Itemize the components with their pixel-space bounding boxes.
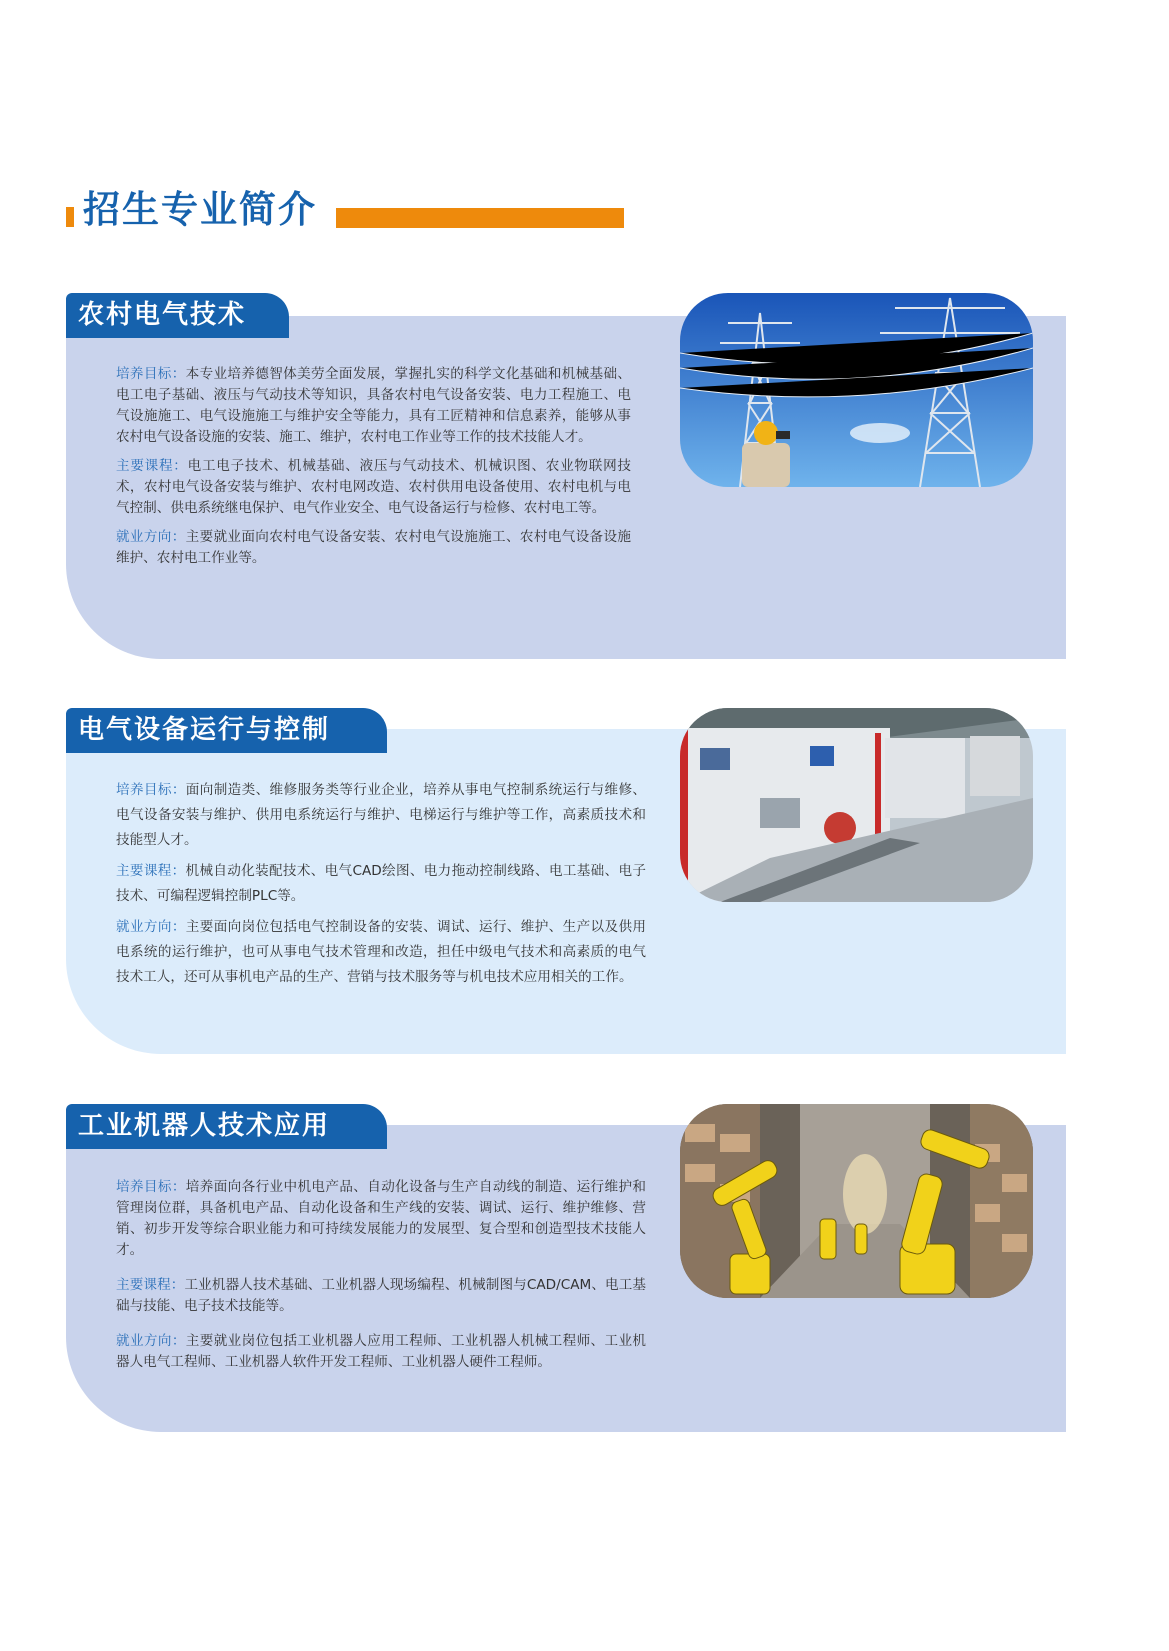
major-section-industrial-robot [66, 1104, 1066, 1432]
jobs-label: 就业方向： [116, 1333, 186, 1349]
courses-label: 主要课程： [116, 863, 186, 879]
major-section-rural-electrical [66, 293, 1066, 659]
goal-label: 培养目标： [116, 782, 186, 798]
header-accent-tick [66, 207, 74, 227]
goal-text: 面向制造类、维修服务类等行业企业，培养从事电气控制系统运行与维修、电气设备安装与维护、供用电系统运行与维护、电梯运行与维护等工作，高素质技术和技能型人才。 [116, 782, 647, 848]
header-accent-bar [336, 208, 624, 228]
jobs-paragraph [116, 1331, 646, 1373]
goal-text: 本专业培养德智体美劳全面发展，掌握扎实的科学文化基础和机械基础、电工电子基础、液压与气动技术等知识，具备农村电气设备安装、电力工程施工、电气设施施工、电气设施施工与维护安全等能力，具有工匠精神和信息素养，能够从事农村电气设备设施的安装、施工、维护，农村电工作业等工作的技术技能人才。 [116, 366, 631, 445]
jobs-label: 就业方向： [116, 919, 186, 935]
jobs-text: 主要就业面向农村电气设备安装、农村电气设施施工、农村电气设备设施维护、农村电工作业等。 [116, 529, 631, 566]
courses-paragraph [116, 1275, 646, 1317]
robot-arm-photo [680, 1104, 1033, 1298]
goal-label: 培养目标： [116, 1179, 186, 1195]
jobs-label: 就业方向： [116, 529, 186, 545]
training-lab-photo [680, 708, 1033, 902]
courses-label: 主要课程： [116, 458, 188, 474]
courses-paragraph [116, 859, 646, 909]
section-title-tab: 工业机器人技术应用 [66, 1104, 387, 1149]
goal-paragraph [116, 1177, 646, 1261]
section-content [116, 364, 631, 569]
major-section-electrical-equipment [66, 708, 1066, 1054]
goal-label: 培养目标： [116, 366, 186, 382]
jobs-paragraph [116, 527, 631, 569]
courses-text: 工业机器人技术基础、工业机器人现场编程、机械制图与CAD/CAM、电工基础与技能、电子技术技能等。 [116, 1277, 647, 1314]
courses-paragraph [116, 456, 631, 519]
jobs-text: 主要面向岗位包括电气控制设备的安装、调试、运行、维护、生产以及供用电系统的运行维护，也可从事电气技术管理和改造，担任中级电气技术和高素质的电气技术工人，还可从事机电产品的生产、营销与技术服务等与机电技术应用相关的工作。 [116, 919, 647, 985]
jobs-text: 主要就业岗位包括工业机器人应用工程师、工业机器人机械工程师、工业机器人电气工程师、工业机器人软件开发工程师、工业机器人硬件工程师。 [116, 1333, 647, 1370]
goal-text: 培养面向各行业中机电产品、自动化设备与生产自动线的制造、运行维护和管理岗位群，具备机电产品、自动化设备和生产线的安装、调试、运行、维护维修、营销、初步开发等综合职业能力和可持续发展能力的发展型、复合型和创造型技术技能人才。 [116, 1179, 647, 1258]
power-tower-photo [680, 293, 1033, 487]
section-title-tab: 电气设备运行与控制 [66, 708, 387, 753]
section-content [116, 778, 646, 990]
courses-text: 机械自动化装配技术、电气CAD绘图、电力拖动控制线路、电工基础、电子技术、可编程逻辑控制PLC等。 [116, 863, 646, 904]
page-title: 招生专业简介 [83, 188, 317, 231]
jobs-paragraph [116, 915, 646, 990]
courses-text: 电工电子技术、机械基础、液压与气动技术、机械识图、农业物联网技术，农村电气设备安装与维护、农村电网改造、农村供用电设备使用、农村电机与电气控制、供电系统继电保护、电气作业安全、电气设备运行与检修、农村电工等。 [116, 458, 632, 516]
goal-paragraph [116, 778, 646, 853]
page-header [66, 186, 646, 236]
goal-paragraph [116, 364, 631, 448]
section-title-tab: 农村电气技术 [66, 293, 289, 338]
section-content [116, 1177, 646, 1373]
courses-label: 主要课程： [116, 1277, 185, 1293]
